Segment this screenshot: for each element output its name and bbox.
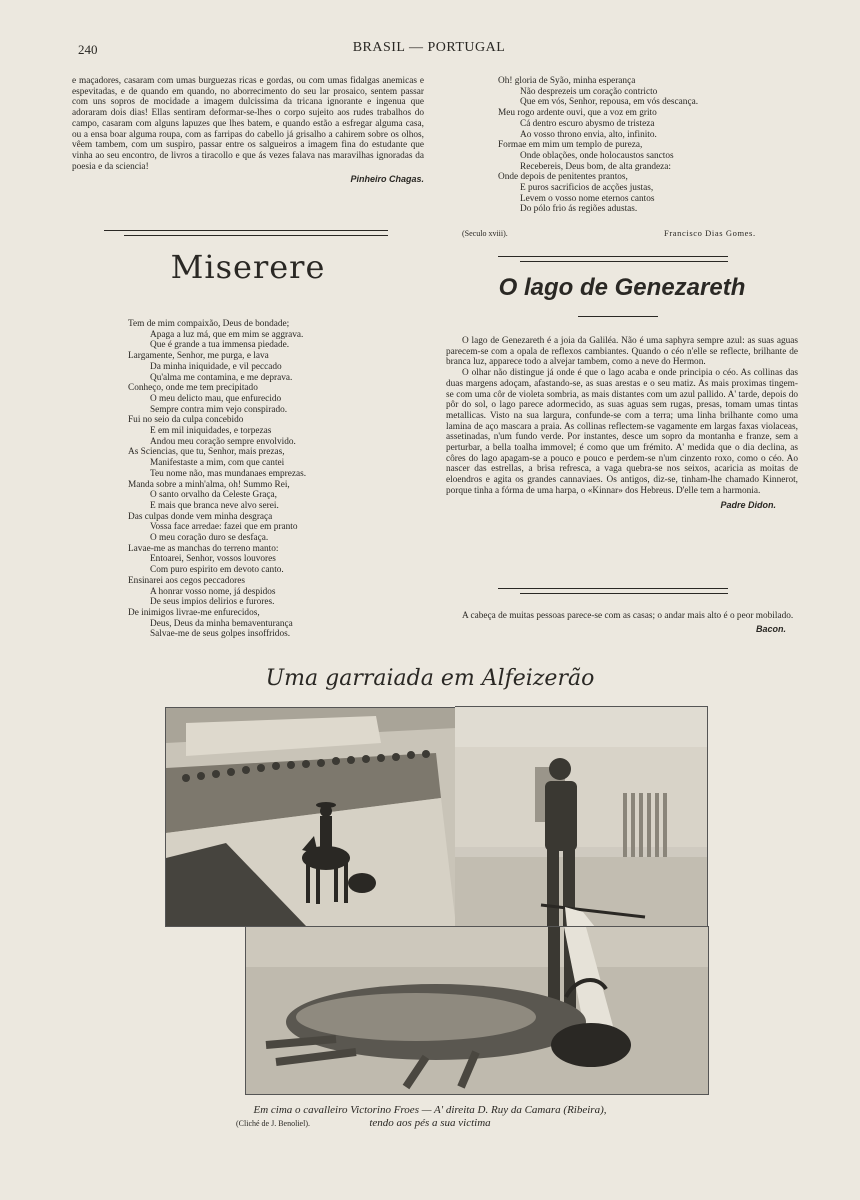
garraiada-title: Uma garraiada em Alfeizerão bbox=[265, 666, 595, 691]
verse-line: Salvae-me de seus golpes insoffridos. bbox=[150, 629, 291, 640]
verse-line: Oh! gloria de Syão, minha esperança bbox=[498, 76, 636, 86]
page-header bbox=[78, 40, 780, 60]
verse-line: Lavae-me as manchas do terreno manto: bbox=[128, 543, 279, 554]
section-rule bbox=[520, 261, 728, 262]
bull-photo-lower-drawing bbox=[246, 927, 708, 1094]
quote-author: Bacon. bbox=[755, 624, 786, 634]
ode-source: (Seculo xviii). bbox=[462, 229, 508, 238]
verse-line: O santo orvalho da Celeste Graça, bbox=[150, 490, 278, 501]
verse-line: A honrar vosso nome, já despidos bbox=[150, 586, 276, 597]
lago-paragraph: O olhar não distingue já onde é que o lago acaba e onde principia o céo. As collinas das duas margens adoçam, afastando-se, as suas arestas e o seu matiz. As mais proximas tingem-se com uma côr de violeta sombria, as mais distantes com um azul pallido. A' tarde, depois do pôr do sol, o lago parece adormecido, as suas aguas sem rugas, presas, tomam umas tintas metallicas. Visto na sua largura, confunde-se com a terra; uma linha brilhante como uma lamina de aço mascara a praia. As collinas reflectem-se vagamente em largas faxas violaceas, assetinadas, n'um fundo verde. Por instantes, desce um sopro da montanha e franze, sem a perturbar, a bella toalha immovel; é como que um frémito. A' medida que o dia declina, as côres do lago apagam-se a pouco e pouco e perdem-se n'um cinzento roxo, como o céo. Ao nascer das estrellas, a brisa refresca, a vaga quebra-se nos seixos, acaricia as moitas de eloendros e agita os grandes cannaviaes. Os antigos, diz-se, tinham-lhe chamado Kinnerot, porque tinha a fórma de uma harpa, o «Kinnar» dos Hebreus. D'elle tem a harmonia. bbox=[446, 368, 798, 496]
bull-photo-upper-drawing bbox=[455, 707, 707, 927]
verse-line: Sempre contra mim vejo conspirado. bbox=[150, 404, 288, 415]
verse-line: Vossa face arredae: fazei que em pranto bbox=[150, 522, 298, 533]
bull-photo-lower bbox=[245, 926, 709, 1095]
verse-line: Teu nome não, mas mundanaes emprezas. bbox=[150, 468, 307, 479]
lago-signature: Padre Didon. bbox=[720, 499, 776, 510]
running-title: BRASIL — PORTUGAL bbox=[352, 40, 506, 55]
ode-poem bbox=[498, 76, 798, 215]
verse-line: Fui no seio da culpa concebido bbox=[128, 415, 244, 426]
verse-line: Formae em mim um templo de pureza, bbox=[498, 140, 643, 151]
intro-signature: Pinheiro Chagas. bbox=[350, 174, 424, 185]
caption-line-1: Em cima o cavalleiro Victorino Froes — A' direita D. Ruy da Camara (Ribeira), bbox=[253, 1104, 607, 1116]
verse-line: Entoarei, Senhor, vossos louvores bbox=[150, 554, 276, 565]
verse-line: Tem de mim compaixão, Deus de bondade; bbox=[128, 319, 290, 329]
miserere-poem bbox=[128, 319, 428, 640]
verse-line: Com puro espirito em devoto canto. bbox=[150, 565, 284, 576]
verse-line: Manda sobre a minh'alma, oh! Summo Rei, bbox=[128, 479, 290, 490]
section-rule bbox=[124, 235, 388, 236]
verse-line: Das culpas donde vem minha desgraça bbox=[128, 511, 273, 522]
verse-line: Que em vós, Senhor, repousa, em vós descança. bbox=[520, 97, 699, 108]
miserere-title: Miserere bbox=[170, 248, 326, 286]
verse-line: E puros sacrificios de acções justas, bbox=[520, 183, 654, 194]
verse-line: Apaga a luz má, que em mim se aggrava. bbox=[150, 329, 304, 340]
verse-line: De seus impios delirios e furores. bbox=[150, 597, 275, 608]
bacon-quote bbox=[446, 611, 798, 635]
caption-line-2: tendo aos pés a sua victima bbox=[369, 1117, 491, 1129]
section-rule bbox=[520, 593, 728, 594]
verse-line: O meu delicto mau, que enfurecido bbox=[150, 393, 282, 404]
verse-line: Conheço, onde me tem precipitado bbox=[128, 383, 258, 394]
section-rule bbox=[498, 588, 728, 589]
verse-line: Andou meu coração sempre envolvido. bbox=[150, 436, 296, 447]
verse-line: Do pólo frio ás regiões adustas. bbox=[520, 204, 638, 215]
verse-line: Meu rogo ardente ouvi, que a voz em grito bbox=[498, 108, 657, 119]
verse-line: Recebereis, Deus bom, de alta grandeza: bbox=[520, 161, 672, 172]
verse-line: Levem o vosso nome eternos cantos bbox=[520, 193, 655, 204]
verse-line: Deus, Deus da minha bemaventurança bbox=[150, 618, 293, 629]
photo-caption bbox=[150, 1104, 710, 1130]
verse-line: Ensinarei aos cegos peccadores bbox=[128, 575, 245, 586]
verse-line: De inimigos livrae-me enfurecidos, bbox=[128, 607, 260, 618]
verse-line: Qu'alma me contamina, e me deprava. bbox=[150, 372, 293, 383]
lago-title: O lago de Genezareth bbox=[498, 274, 746, 301]
verse-line: As Sciencias, que tu, Senhor, mais prezas, bbox=[128, 447, 285, 458]
ode-author: Francisco Dias Gomes. bbox=[664, 228, 756, 238]
verse-line: Que é grande a tua immensa piedade. bbox=[150, 340, 290, 351]
verse-line: Onde depois de penitentes prantos, bbox=[498, 172, 628, 183]
section-rule bbox=[498, 256, 728, 257]
verse-line: Largamente, Senhor, me purga, e lava bbox=[128, 351, 269, 362]
verse-line: Manifestaste a mim, com que cantei bbox=[150, 458, 285, 469]
verse-line: E em mil iniquidades, e torpezas bbox=[150, 426, 272, 437]
intro-prose bbox=[72, 76, 424, 185]
intro-paragraph: e maçadores, casaram com umas burguezas ricas e gordas, ou com umas fidalgas anemicas e espevitadas, e de quando em quando, no aborrecimento do seu lar prosaico, sentem passar com uns sopros de mocidade a imagem dulcissima da tricana ignorante e ingenua que adoraram dois dias! Ellas sentiram deformar-se-lhes o corpo sujeito aos rudes trabalhos do campo, casaram com alguns lapuzes que lhes batem, e quando estão a esfregar alguma casa, ou a ensa boar alguma roupa, com as farripas do cabello já grisalho a cahirem sobre os olhos, vêem tambem, com um suspiro, passar entre os salgueiros a imagem fina do estudante que vinha ao seu encontro, de livros a tiracollo e que ás vezes falava nas maravilhas ignoradas da poesia e da sciencia! bbox=[72, 76, 424, 172]
verse-line: Onde oblações, onde holocaustos sanctos bbox=[520, 150, 674, 161]
verse-line: Não desprezeis um coração contricto bbox=[520, 86, 658, 97]
photo-credit: (Cliché de J. Benoliel). bbox=[236, 1119, 310, 1128]
lago-prose bbox=[446, 336, 798, 510]
verse-line: Da minha iniquidade, e vil peccado bbox=[150, 361, 282, 372]
title-underline bbox=[578, 316, 658, 317]
quote-text: A cabeça de muitas pessoas parece-se com as casas; o andar mais alto é o peor mobilado. bbox=[462, 611, 794, 621]
verse-line: E mais que branca neve alvo serei. bbox=[150, 500, 279, 511]
page-number: 240 bbox=[78, 42, 98, 57]
bull-photo-upper bbox=[455, 706, 708, 927]
verse-line: Cá dentro escuro abysmo de tristeza bbox=[520, 118, 655, 129]
verse-line: O meu coração duro se desfaça. bbox=[150, 533, 269, 544]
verse-line: Ao vosso throno envia, alto, infinito. bbox=[520, 129, 657, 140]
section-rule bbox=[104, 230, 388, 231]
lago-paragraph: O lago de Genezareth é a joia da Galiléa. Não é uma saphyra sempre azul: as suas aguas parecem-se com a opala de reflexos cambiantes. Quando o céo n'elle se reflecte, brilhante de branca luz, apparece todo a alvejar tambem, como a neve do Hermon. bbox=[446, 336, 798, 368]
